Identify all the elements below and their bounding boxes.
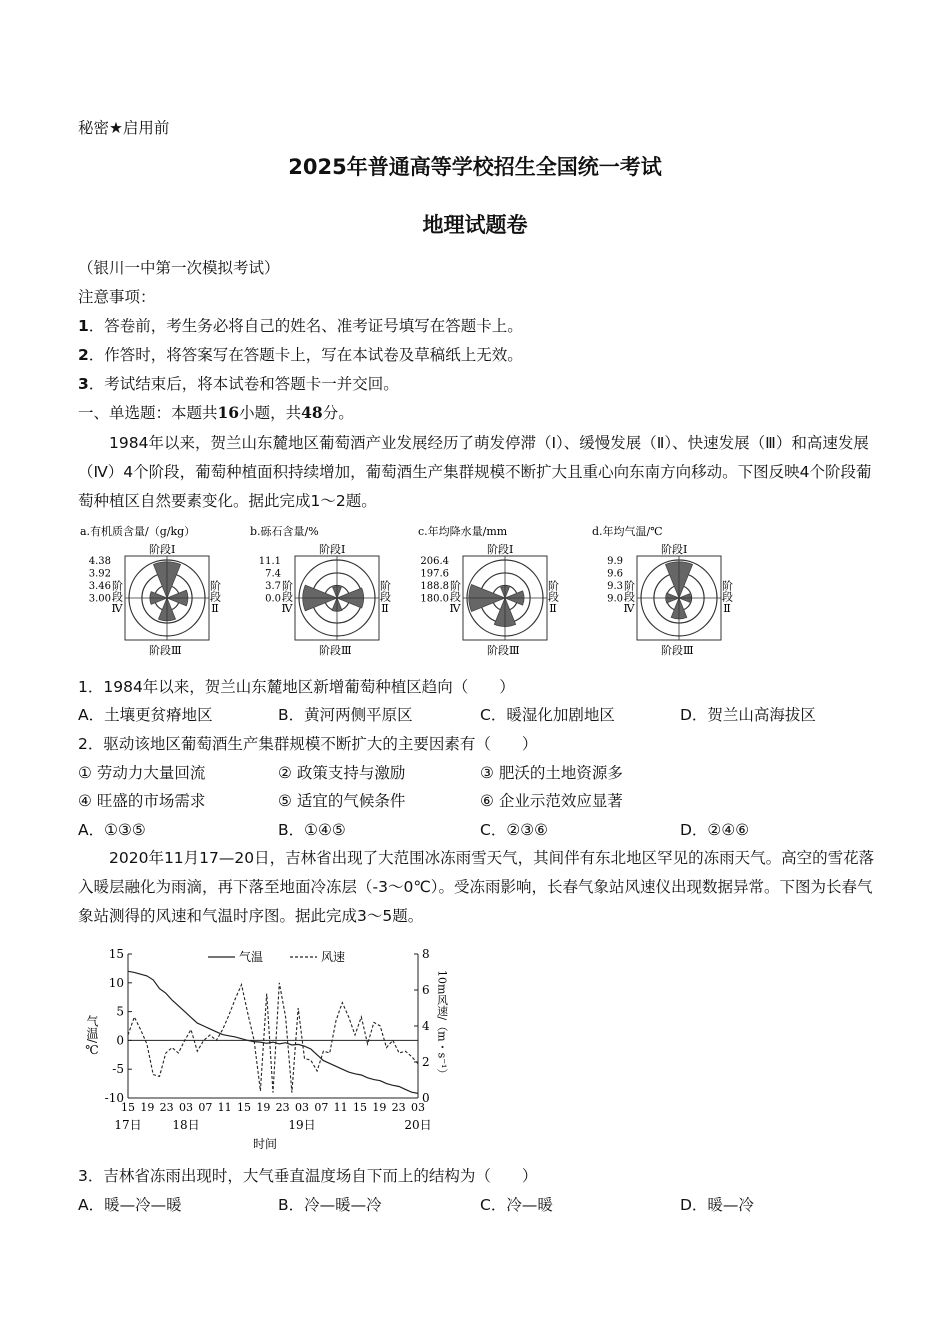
rose-tick-label: 4.38 [88, 556, 111, 567]
x-tick-label: 19 [256, 1101, 271, 1114]
notice-item: 3．考试结束后，将本试卷和答题卡一并交回。 [78, 375, 399, 393]
left-tick-label: 5 [116, 1004, 124, 1019]
q2-factor: ② 政策支持与激励 [278, 764, 406, 782]
rose-label-left: 阶段Ⅳ [280, 580, 294, 615]
day-label: 18日 [172, 1118, 200, 1132]
rose-tick-label: 3.92 [88, 568, 111, 580]
x-tick-label: 23 [159, 1101, 174, 1114]
right-tick-label: 6 [422, 983, 430, 997]
x-tick-label: 11 [333, 1101, 348, 1114]
rose-tick-label: 7.4 [265, 568, 281, 580]
x-tick-label: 19 [372, 1101, 387, 1114]
y-axis-title-left: 气温/℃ [85, 1015, 99, 1058]
question-3-stem: 3．吉林省冻雨出现时，大气垂直温度场自下而上的结构为（ ） [78, 1167, 538, 1185]
q2-factor: ⑤ 适宜的气候条件 [278, 792, 406, 810]
legend-label: 气温 [239, 950, 264, 964]
rose-tick-label: 11.1 [258, 556, 281, 567]
notice-item: 2．作答时，将答案写在答题卡上，写在本试卷及草稿纸上无效。 [78, 346, 523, 364]
x-tick-label: 23 [275, 1101, 290, 1114]
rose-label-bottom: 阶段Ⅲ [661, 644, 694, 657]
rose-tick-label: 3.46 [88, 581, 111, 592]
x-axis-title: 时间 [252, 1137, 278, 1151]
left-tick-label: -5 [112, 1062, 124, 1077]
question-1-stem: 1．1984年以来，贺兰山东麓地区新增葡萄种植区趋向（ ） [78, 678, 515, 696]
day-label: 19日 [288, 1118, 316, 1132]
passage-2: 2020年11月17—20日，吉林省出现了大范围冰冻雨雪天气，其间伴有东北地区罕见的冻雨天气。高空的雪花落入暖层融化为雨滴，再下落至地面冷冻层（-3～0℃）。受冻雨影响，长春气象站风速仪出现数据异常。下图为长春气象站测得的风速和气温时序图。据此完成3～5题。 [78, 849, 875, 925]
rose-label-left: 阶段Ⅳ [622, 580, 636, 615]
rose-tick-label: 9.6 [607, 568, 623, 580]
notice-heading: 注意事项： [78, 288, 156, 306]
rose-label-bottom: 阶段Ⅲ [149, 644, 182, 657]
exam-title: 2025年普通高等学校招生全国统一考试 [288, 155, 662, 179]
x-tick-label: 15 [353, 1101, 367, 1114]
rose-tick-label: 188.8 [420, 581, 449, 592]
left-tick-label: 15 [108, 947, 124, 961]
day-label: 17日 [114, 1118, 142, 1132]
q2-option-d[interactable]: D．②④⑥ [680, 821, 750, 839]
section-heading: 一、单选题：本题共16小题，共48分。 [78, 403, 354, 422]
right-tick-label: 8 [422, 947, 430, 961]
q3-option-c[interactable]: C．冷—暖 [480, 1196, 553, 1214]
rose-label-right: 阶段Ⅱ [208, 580, 222, 615]
rose-label-top: 阶段Ⅰ [661, 543, 688, 556]
school-note: （银川一中第一次模拟考试） [78, 259, 280, 277]
left-tick-label: -10 [104, 1091, 124, 1105]
x-tick-label: 23 [391, 1101, 406, 1114]
q1-option-d[interactable]: D．贺兰山高海拔区 [680, 706, 816, 724]
y-axis-title-right: 10m风速/（m・s⁻¹） [435, 970, 449, 1080]
question-2-stem: 2．驱动该地区葡萄酒生产集群规模不断扩大的主要因素有（ ） [78, 735, 538, 753]
rose-label-bottom: 阶段Ⅲ [487, 644, 520, 657]
q1-option-a[interactable]: A．土壤更贫瘠地区 [78, 706, 213, 724]
x-tick-label: 19 [140, 1101, 155, 1114]
rose-tick-label: 9.0 [607, 593, 623, 605]
passage-1: 1984年以来，贺兰山东麓地区葡萄酒产业发展经历了萌发停滞（Ⅰ）、缓慢发展（Ⅱ）、快速发展（Ⅲ）和高速发展（Ⅳ）4个阶段，葡萄种植面积持续增加，葡萄酒生产集群规模不断扩大且重心向东南方向移动。下图反映4个阶段葡萄种植区自然要素变化。据此完成1～2题。 [78, 434, 872, 510]
notice-item: 1．答卷前，考生务必将自己的姓名、准考证号填写在答题卡上。 [78, 317, 523, 335]
rose-chart-title: d.年均气温/℃ [592, 525, 663, 538]
rose-label-left: 阶段Ⅳ [110, 580, 124, 615]
q3-option-d[interactable]: D．暖—冷 [680, 1196, 754, 1214]
q1-option-b[interactable]: B．黄河两侧平原区 [278, 706, 413, 724]
legend-label: 风速 [321, 950, 346, 964]
rose-tick-label: 0.0 [265, 593, 281, 605]
temperature-series-line [128, 971, 418, 1093]
rose-chart-title: c.年均降水量/mm [418, 525, 508, 538]
q2-option-b[interactable]: B．①④⑤ [278, 821, 346, 839]
right-tick-label: 2 [422, 1055, 430, 1069]
q3-option-b[interactable]: B．冷—暖—冷 [278, 1196, 382, 1214]
rose-tick-label: 3.00 [88, 593, 111, 605]
weather-timeseries-chart [80, 940, 460, 1155]
rose-label-left: 阶段Ⅳ [448, 580, 462, 615]
x-tick-label: 07 [198, 1101, 213, 1114]
rose-label-top: 阶段Ⅰ [319, 543, 346, 556]
q2-option-c[interactable]: C．②③⑥ [480, 821, 549, 839]
q3-option-a[interactable]: A．暖—冷—暖 [78, 1196, 182, 1214]
rose-label-top: 阶段Ⅰ [149, 543, 176, 556]
q2-option-a[interactable]: A．①③⑤ [78, 821, 146, 839]
x-tick-label: 03 [411, 1101, 425, 1114]
rose-tick-label: 3.7 [265, 581, 281, 592]
paper-subtitle: 地理试题卷 [422, 213, 528, 237]
rose-label-right: 阶段Ⅱ [720, 580, 734, 615]
rose-tick-label: 206.4 [420, 556, 449, 567]
q2-factor: ④ 旺盛的市场需求 [78, 792, 206, 810]
q2-factor: ③ 肥沃的土地资源多 [480, 764, 623, 782]
rose-chart-title: b.砾石含量/% [250, 525, 319, 538]
right-tick-label: 0 [422, 1091, 430, 1105]
rose-tick-label: 9.9 [607, 556, 623, 567]
rose-label-bottom: 阶段Ⅲ [319, 644, 352, 657]
x-tick-label: 03 [295, 1101, 309, 1114]
rose-tick-label: 197.6 [420, 568, 449, 580]
x-tick-label: 15 [237, 1101, 251, 1114]
rose-label-top: 阶段Ⅰ [487, 543, 514, 556]
x-tick-label: 15 [121, 1101, 135, 1114]
secret-label: 秘密★启用前 [78, 119, 170, 137]
x-tick-label: 03 [179, 1101, 193, 1114]
q1-option-c[interactable]: C．暖湿化加剧地区 [480, 706, 615, 724]
left-tick-label: 10 [108, 975, 124, 990]
rose-chart-figure [72, 520, 772, 662]
day-label: 20日 [404, 1118, 432, 1132]
q2-factor: ⑥ 企业示范效应显著 [480, 792, 623, 810]
q2-factor: ① 劳动力大量回流 [78, 764, 206, 782]
rose-label-right: 阶段Ⅱ [378, 580, 392, 615]
rose-label-right: 阶段Ⅱ [546, 580, 560, 615]
rose-chart-title: a.有机质含量/（g/kg） [80, 525, 196, 538]
rose-tick-label: 9.3 [607, 581, 623, 592]
x-tick-label: 11 [217, 1101, 232, 1114]
x-tick-label: 07 [314, 1101, 329, 1114]
left-tick-label: 0 [116, 1033, 124, 1048]
right-tick-label: 4 [422, 1019, 430, 1033]
rose-tick-label: 180.0 [420, 593, 449, 605]
